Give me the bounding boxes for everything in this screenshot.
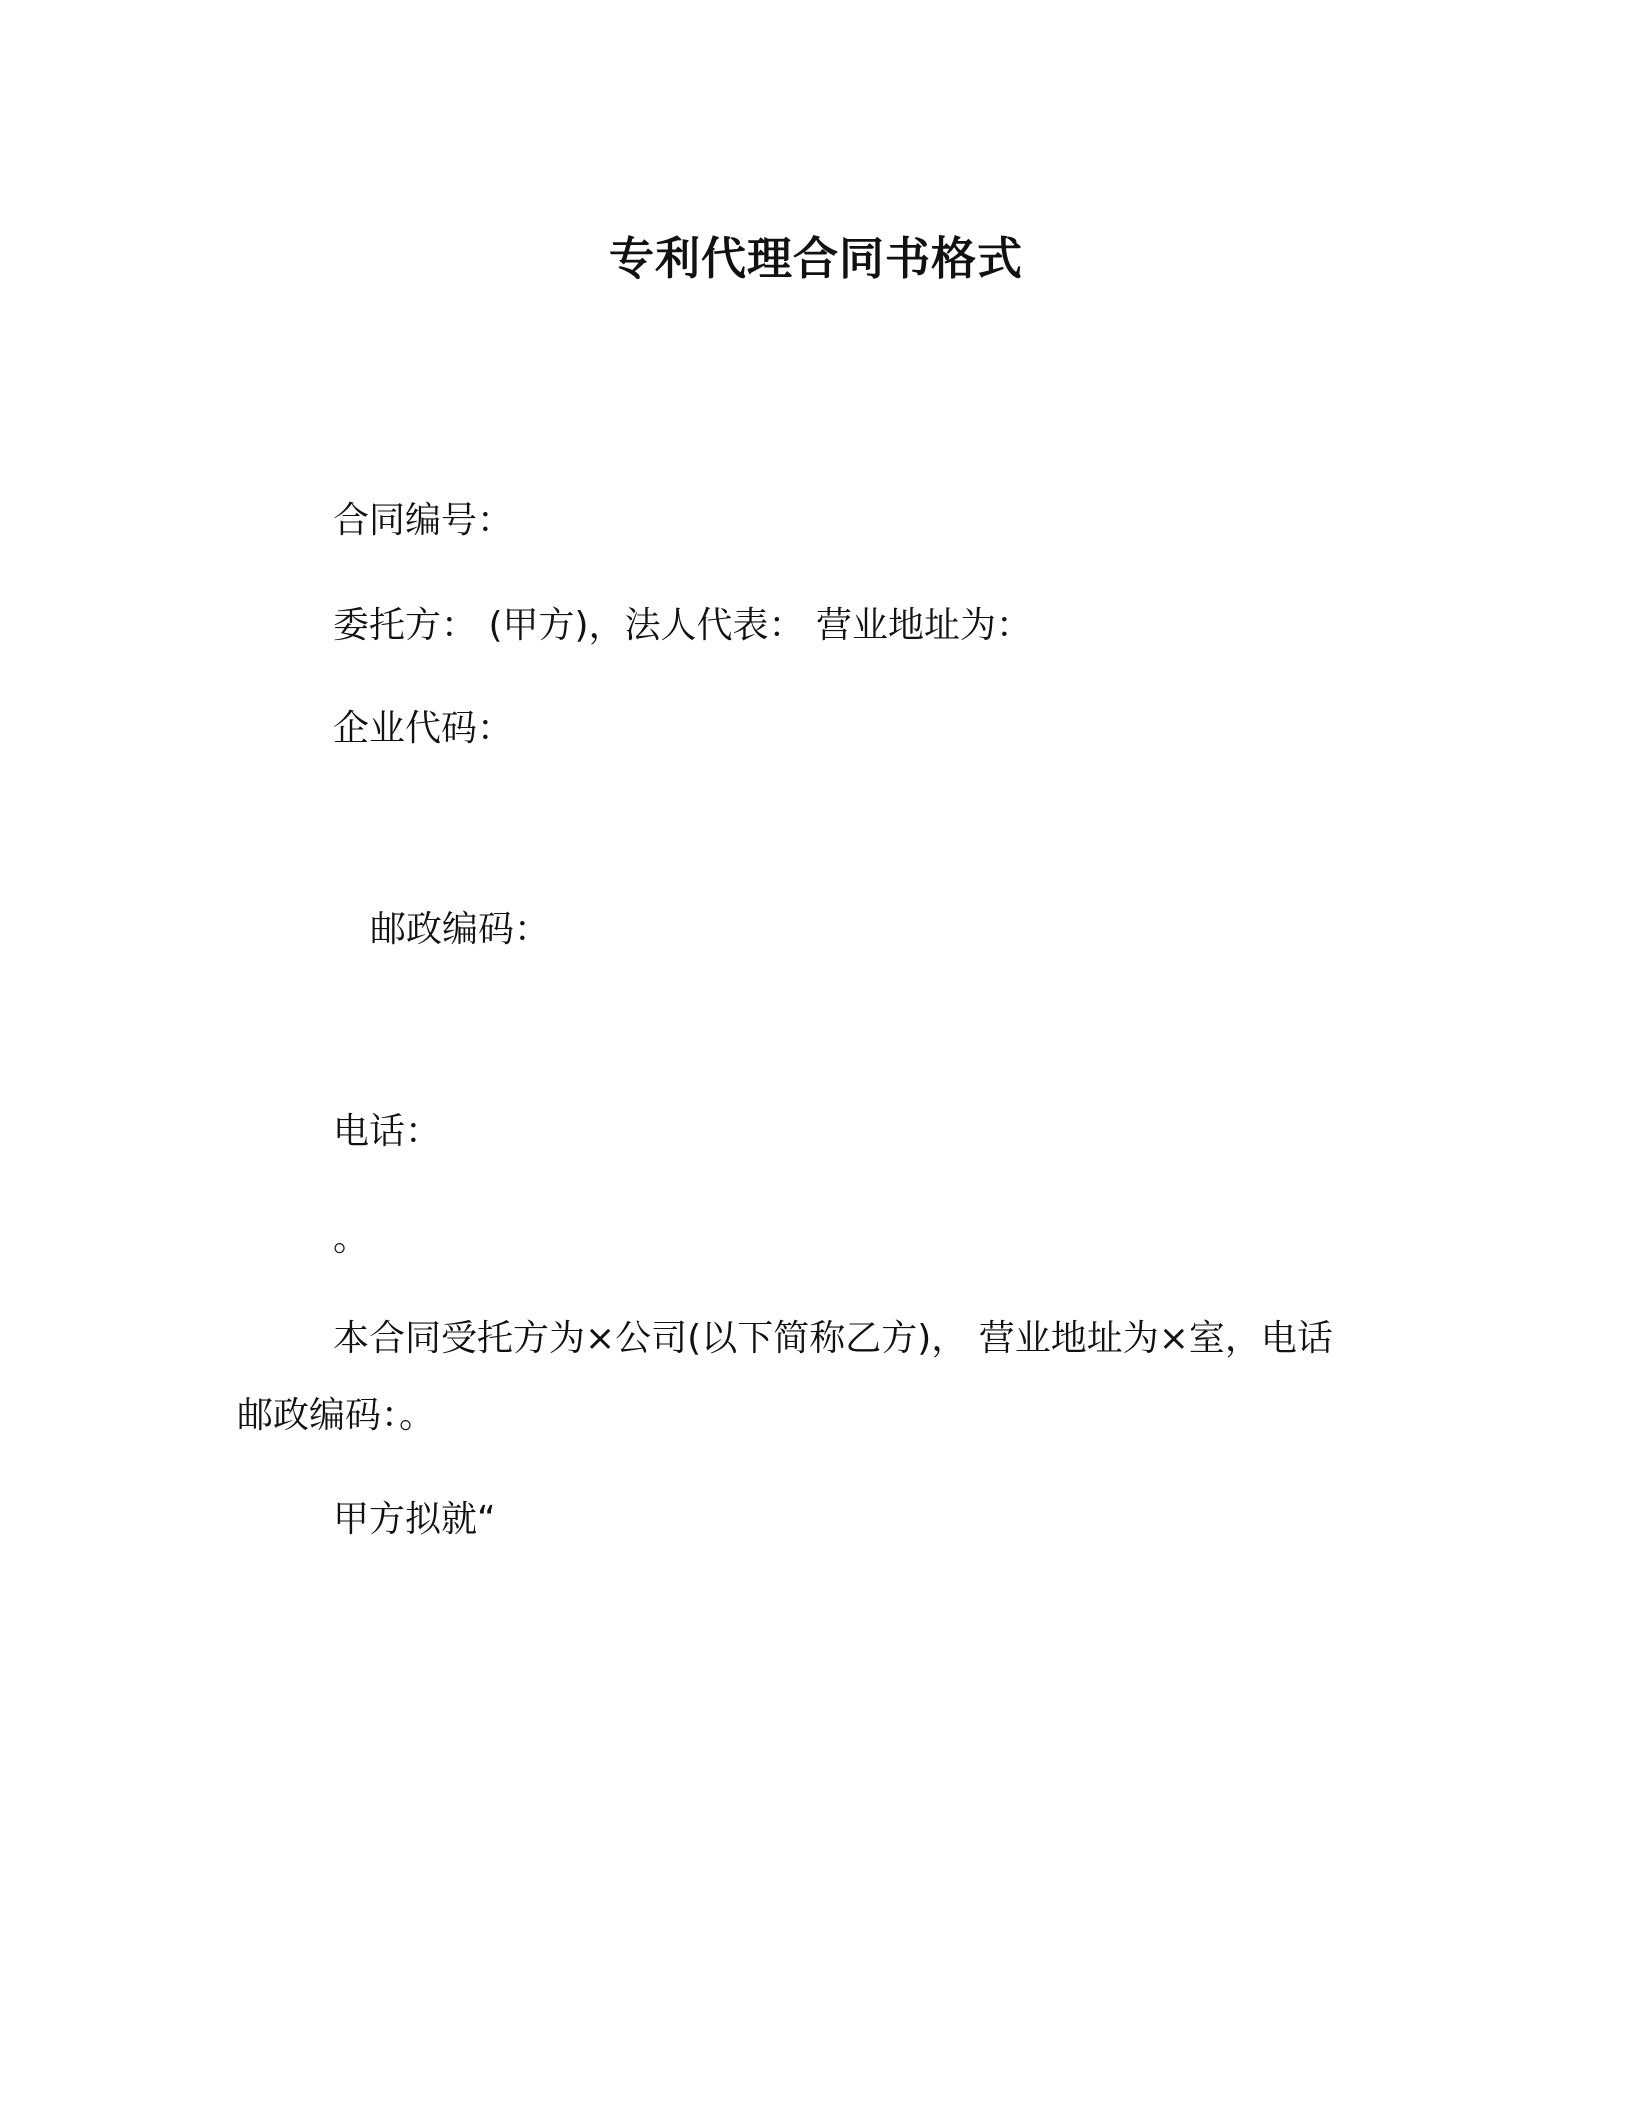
enterprise-code-line: 企业代码：: [333, 708, 514, 749]
phone-line: 电话：: [333, 1111, 442, 1152]
party-a-intent-line: 甲方拟就“: [333, 1499, 496, 1540]
client-party-line: 委托方： (甲方)，法人代表： 营业地址为：: [333, 605, 1032, 646]
postal-code-line: 邮政编码：: [370, 909, 551, 950]
agent-party-line: 本合同受托方为×公司(以下简称乙方)， 营业地址为×室，电话: [333, 1318, 1333, 1359]
period-line: 。: [333, 1218, 370, 1259]
document-title: 专利代理合同书格式: [608, 232, 1023, 285]
contract-number-line: 合同编号：: [333, 500, 514, 541]
agent-postal-code-line: 邮政编码：。: [237, 1395, 436, 1436]
